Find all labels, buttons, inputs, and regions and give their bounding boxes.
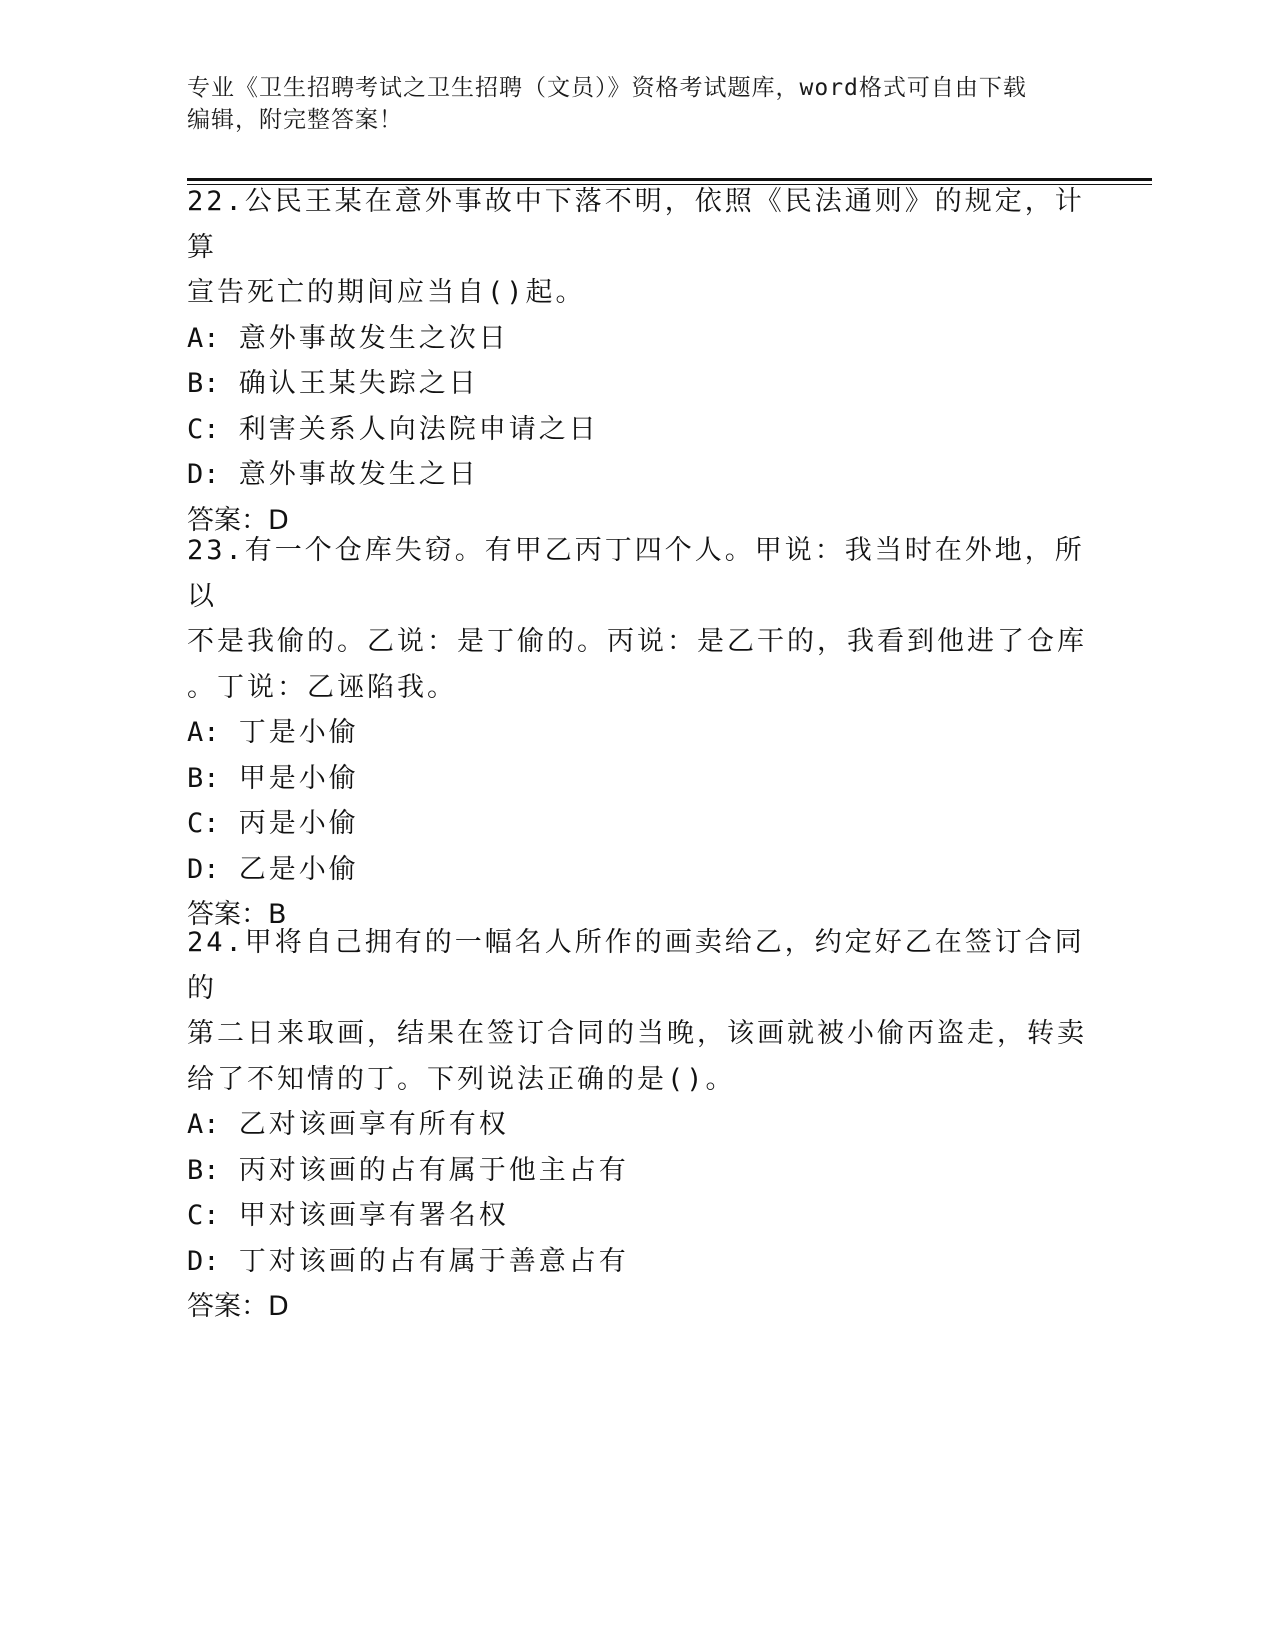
question-line: 宣告死亡的期间应当自()起。 [187,277,586,308]
question-text [187,179,1087,270]
option-c [187,407,1087,453]
option-text: 乙对该画享有所有权 [238,1109,509,1140]
option-letter: D: [187,853,220,885]
option-letter: D: [187,459,220,490]
option-text: 丙是小偷 [238,808,359,839]
option-c [187,801,1087,847]
option-letter: C: [187,808,220,839]
option-b [187,1148,1087,1194]
document-intro [187,72,1087,136]
option-b [187,361,1087,407]
option-text: 确认王某失踪之日 [238,368,479,399]
option-letter: A: [187,717,220,748]
intro-line-2: 编辑，附完整答案！ [187,107,403,133]
option-letter: B: [187,1154,220,1186]
question-line: 。丁说：乙诬陷我。 [187,671,457,703]
option-c [187,1193,1087,1239]
answer-label: 答案：D [187,504,289,536]
option-text: 甲对该画享有署名权 [238,1200,509,1231]
option-a [187,1102,1087,1148]
question-text [187,528,1087,619]
option-letter: A: [187,1109,220,1140]
question-line: 不是我偷的。乙说：是丁偷的。丙说：是乙干的，我看到他进了仓库 [187,626,1087,657]
question-line: 给了不知情的丁。下列说法正确的是()。 [187,1063,736,1095]
option-letter: B: [187,368,220,399]
question-line: 公民王某在意外事故中下落不明，依照《民法通则》的规定，计算 [187,186,1085,263]
question-23 [187,528,1087,938]
answer-label: 答案：D [187,1291,289,1322]
option-d [187,1239,1087,1285]
option-letter: B: [187,762,220,794]
option-letter: C: [187,413,220,445]
question-line: 甲将自己拥有的一幅名人所作的画卖给乙，约定好乙在签订合同的 [187,927,1085,1004]
question-number: 22. [187,186,245,217]
option-letter: C: [187,1200,220,1231]
option-a [187,316,1087,362]
option-letter: D: [187,1245,220,1277]
question-line: 有一个仓库失窃。有甲乙丙丁四个人。甲说：我当时在外地，所以 [187,535,1085,612]
option-text: 乙是小偷 [238,853,359,885]
option-text: 意外事故发生之日 [238,459,479,490]
answer-label: 答案：B [187,899,287,930]
option-a [187,710,1087,756]
option-text: 丁是小偷 [238,717,359,748]
intro-line-1: 专业《卫生招聘考试之卫生招聘（文员）》资格考试题库，word格式可自由下载 [187,75,1027,101]
option-text: 甲是小偷 [238,762,359,794]
question-number: 23. [187,535,245,566]
option-text: 利害关系人向法院申请之日 [238,413,599,445]
option-d [187,847,1087,893]
option-text: 丙对该画的占有属于他主占有 [238,1154,629,1186]
option-b [187,756,1087,802]
question-text [187,920,1087,1011]
question-line: 第二日来取画，结果在签订合同的当晚，该画就被小偷丙盗走，转卖 [187,1018,1087,1049]
option-letter: A: [187,322,220,354]
option-d [187,452,1087,498]
option-text: 丁对该画的占有属于善意占有 [238,1245,629,1277]
option-text: 意外事故发生之次日 [238,322,509,354]
question-24 [187,920,1087,1330]
question-22 [187,179,1087,543]
question-number: 24. [187,927,245,958]
